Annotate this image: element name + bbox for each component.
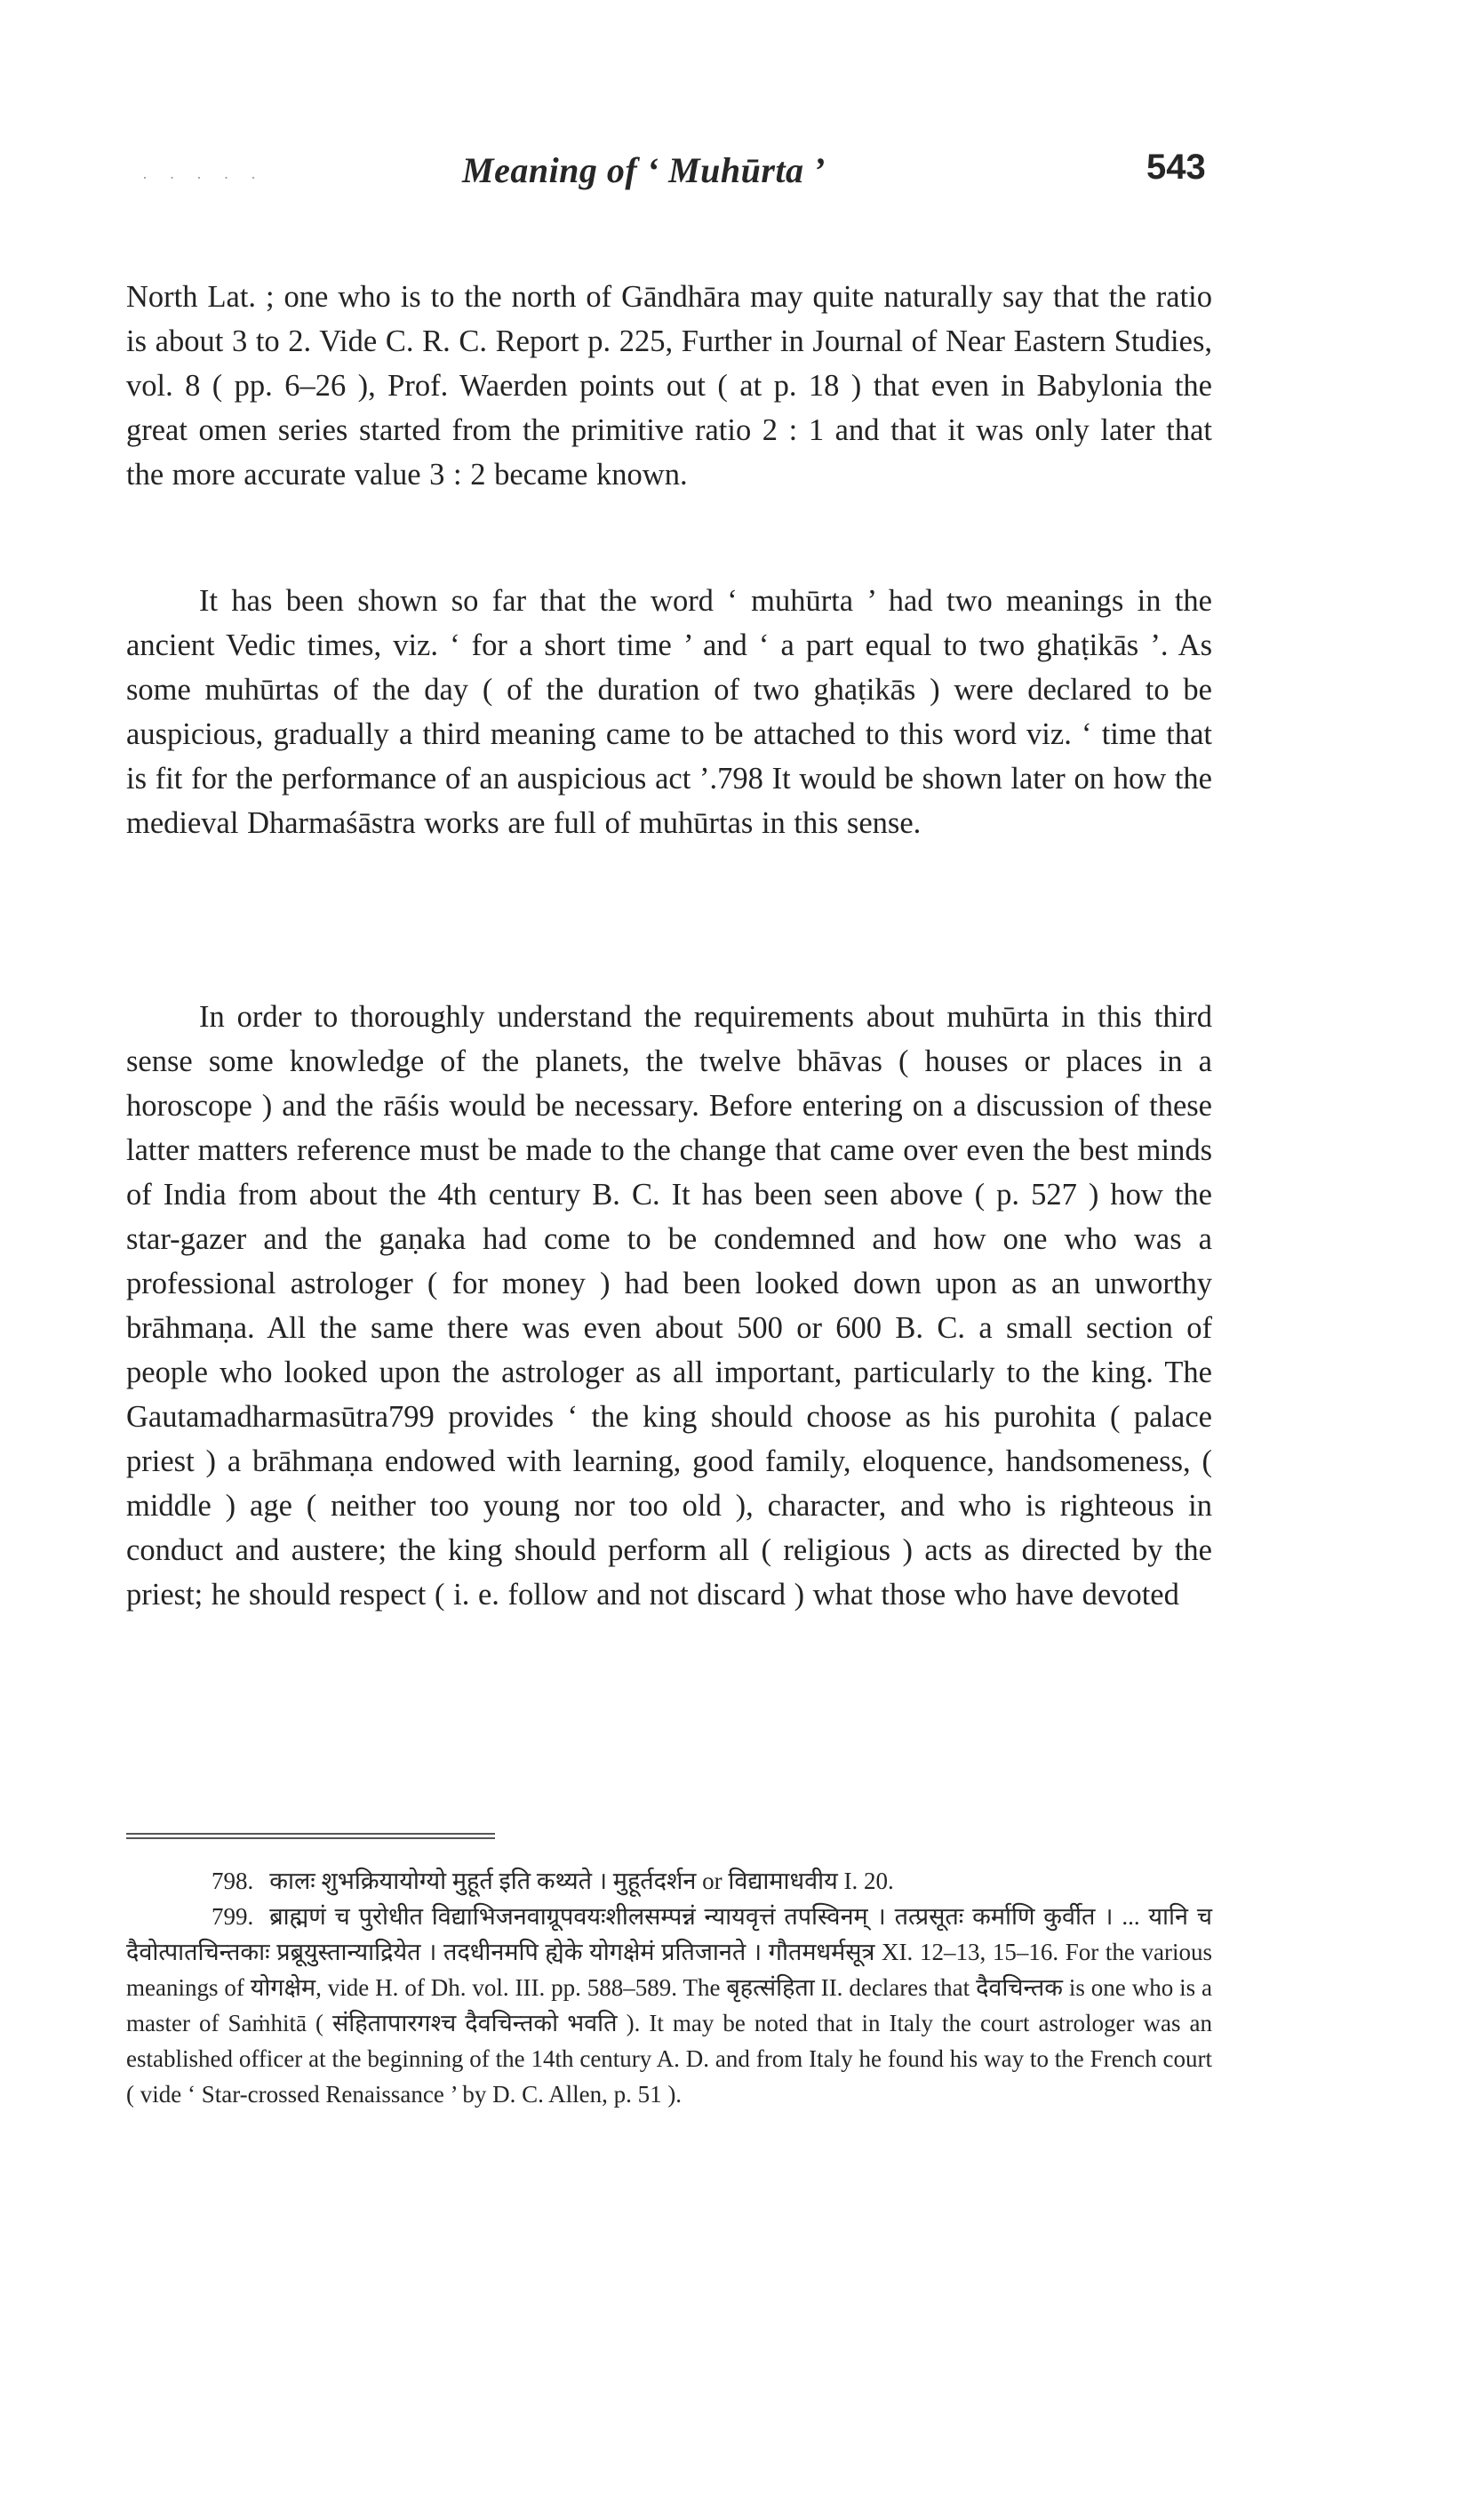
footnote-798-text: कालः शुभक्रियायोग्यो मुहूर्त इति कथ्यते । मुहूर्तदर्शन or विद्यामाधवीय I. 20. [269,1868,894,1894]
running-title: Meaning of ‘ Muhūrta ’ [462,150,826,190]
footnote-798 [126,1863,1212,1899]
footnotes-section [126,1863,1212,2112]
paragraph-muhurta-meanings: It has been shown so far that the word ‘ muhūrta ’ had two meanings in the ancient Vedic times, viz. ‘ for a short time ’ and ‘ a part equal to two ghaṭikās ’. As some muhūrtas of the day ( of the duration of two ghaṭikās ) were declared to be auspicious, gradually a third meaning came to be attached to this word viz. ‘ time that is fit for the performance of an auspicious act ’.798 It would be shown later on how the medieval Dharmaśāstra works are full of muhūrtas in this sense. [126,583,1212,840]
footnote-799-number: 799. [212,1903,254,1930]
footnote-799-text: ब्राह्मणं च पुरोधीत विद्याभिजनवाग्रूपवयःशीलसम्पन्नं न्यायवृत्तं तपस्विनम् । तत्प्रसूतः कर्माणि कुर्वीत । ... यानि च दैवोत्पातचिन्तकाः प्रब्रूयुस्तान्याद्रियेत । तदधीनमपि ह्येके योगक्षेमं प्रतिजानते । गौतमधर्मसूत्र XI. 12–13, 15–16. For the various meanings of योगक्षेम, vide H. of Dh. vol. III. pp. 588–589. The बृहत्संहिता II. declares that दैवचिन्तक is one who is a master of Saṁhitā ( संहितापारगश्च दैवचिन्तको भवति ). It may be noted that in Italy the court astrologer was an established officer at the beginning of the 14th century A. D. and from Italy he found his way to the French court ( vide ‘ Star-crossed Renaissance ’ by D. C. Allen, p. 51 ). [126,1903,1212,2108]
scan-specks: · · · · · [142,169,265,187]
paragraph-continuation: North Lat. ; one who is to the north of Gāndhāra may quite naturally say that the ratio is about 3 to 2. Vide C. R. C. Report p. 225, Further in Journal of Near Eastern Studies, vol. 8 ( pp. 6–26 ), Prof. Waerden points out ( at p. 18 ) that even in Babylonia the great omen series started from the primitive ratio 2 : 1 and that it was only later that the more accurate value 3 : 2 became known. [126,279,1212,492]
footnote-798-number: 798. [212,1868,254,1894]
page-number: 543 [1146,148,1206,187]
paragraph-astrologer: In order to thoroughly understand the requirements about muhūrta in this third sense some knowledge of the planets, the twelve bhāvas ( houses or places in a horoscope ) and the rāśis would be necessary. Before entering on a discussion of these latter matters reference must be made to the change that came over even the best minds of India from about the 4th century B. C. It has been seen above ( p. 527 ) how the star-gazer and the gaṇaka had come to be condemned and how one who was a professional astrologer ( for money ) had been looked down upon as an unworthy brāhmaṇa. All the same there was even about 500 or 600 B. C. a small section of people who looked upon the astrologer as all important, particularly to the king. The Gautamadharmasūtra799 provides ‘ the king should choose as his purohita ( palace priest ) a brāhmaṇa endowed with learning, good family, eloquence, handsomeness, ( middle ) age ( neither too young nor too old ), character, and who is righteous in conduct and austere; the king should perform all ( religious ) acts as directed by the priest; he should respect ( i. e. follow and not discard ) what those who have devoted [126,999,1212,1612]
footnote-799 [126,1899,1212,2112]
footnote-divider [126,1833,495,1842]
